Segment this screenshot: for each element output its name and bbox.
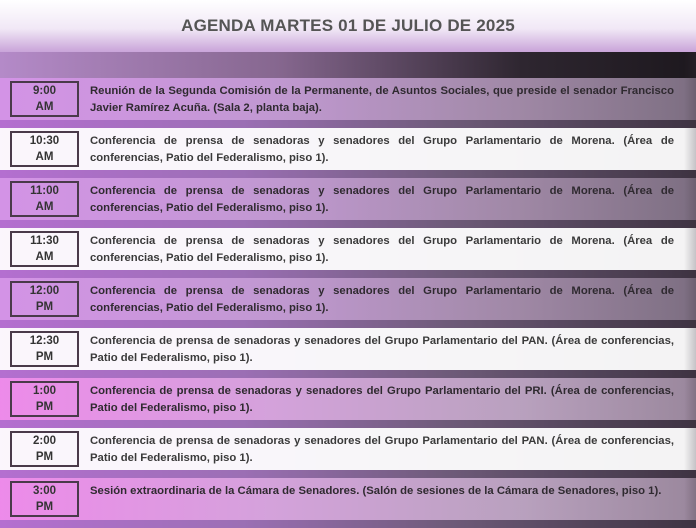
agenda-row xyxy=(0,278,696,320)
header-band xyxy=(0,52,696,78)
event-description: Conferencia de prensa de senadoras y senadores del Grupo Parlamentario de Morena. (Área de conferencias, Patio del Federalismo, piso 1). xyxy=(90,235,674,264)
agenda-row xyxy=(0,328,696,370)
agenda-list xyxy=(0,78,696,528)
event-description: Conferencia de prensa de senadoras y senadores del Grupo Parlamentario del PAN. (Área de conferencias, Patio del Federalismo, piso 1). xyxy=(90,435,674,464)
agenda-row xyxy=(0,478,696,520)
event-description: Sesión extraordinaria de la Cámara de Senadores. (Salón de sesiones de la Cámara de Senadores, piso 1). xyxy=(90,485,662,497)
agenda-row xyxy=(0,128,696,170)
time-box: 1:00 PM xyxy=(10,381,79,417)
event-description: Conferencia de prensa de senadoras y senadores del Grupo Parlamentario de Morena. (Área de conferencias, Patio del Federalismo, piso 1). xyxy=(90,185,674,214)
event-description: Conferencia de prensa de senadoras y senadores del Grupo Parlamentario de Morena. (Área de conferencias, Patio del Federalismo, piso 1). xyxy=(90,285,674,314)
agenda-row xyxy=(0,228,696,270)
time-box: 11:30 AM xyxy=(10,231,79,267)
time-box: 3:00 PM xyxy=(10,481,79,517)
time-box: 9:00 AM xyxy=(10,81,79,117)
agenda-row xyxy=(0,178,696,220)
event-description: Conferencia de prensa de senadoras y senadores del Grupo Parlamentario de Morena. (Área de conferencias, Patio del Federalismo, piso 1). xyxy=(90,135,674,164)
agenda-row xyxy=(0,378,696,420)
time-box: 12:00 PM xyxy=(10,281,79,317)
time-box: 12:30 PM xyxy=(10,331,79,367)
agenda-row xyxy=(0,428,696,470)
event-description: Reunión de la Segunda Comisión de la Permanente, de Asuntos Sociales, que preside el senador Francisco Javier Ramírez Acuña. (Sala 2, planta baja). xyxy=(90,85,674,114)
time-box: 10:30 AM xyxy=(10,131,79,167)
agenda-row xyxy=(0,78,696,120)
time-box: 2:00 PM xyxy=(10,431,79,467)
event-description: Conferencia de prensa de senadoras y senadores del Grupo Parlamentario del PRI. (Área de conferencias, Patio del Federalismo, piso 1). xyxy=(90,385,674,414)
agenda-header xyxy=(0,0,696,52)
event-description: Conferencia de prensa de senadoras y senadores del Grupo Parlamentario del PAN. (Área de conferencias, Patio del Federalismo, piso 1). xyxy=(90,335,674,364)
agenda-title: AGENDA MARTES 01 DE JULIO DE 2025 xyxy=(181,16,515,35)
time-box: 11:00 AM xyxy=(10,181,79,217)
